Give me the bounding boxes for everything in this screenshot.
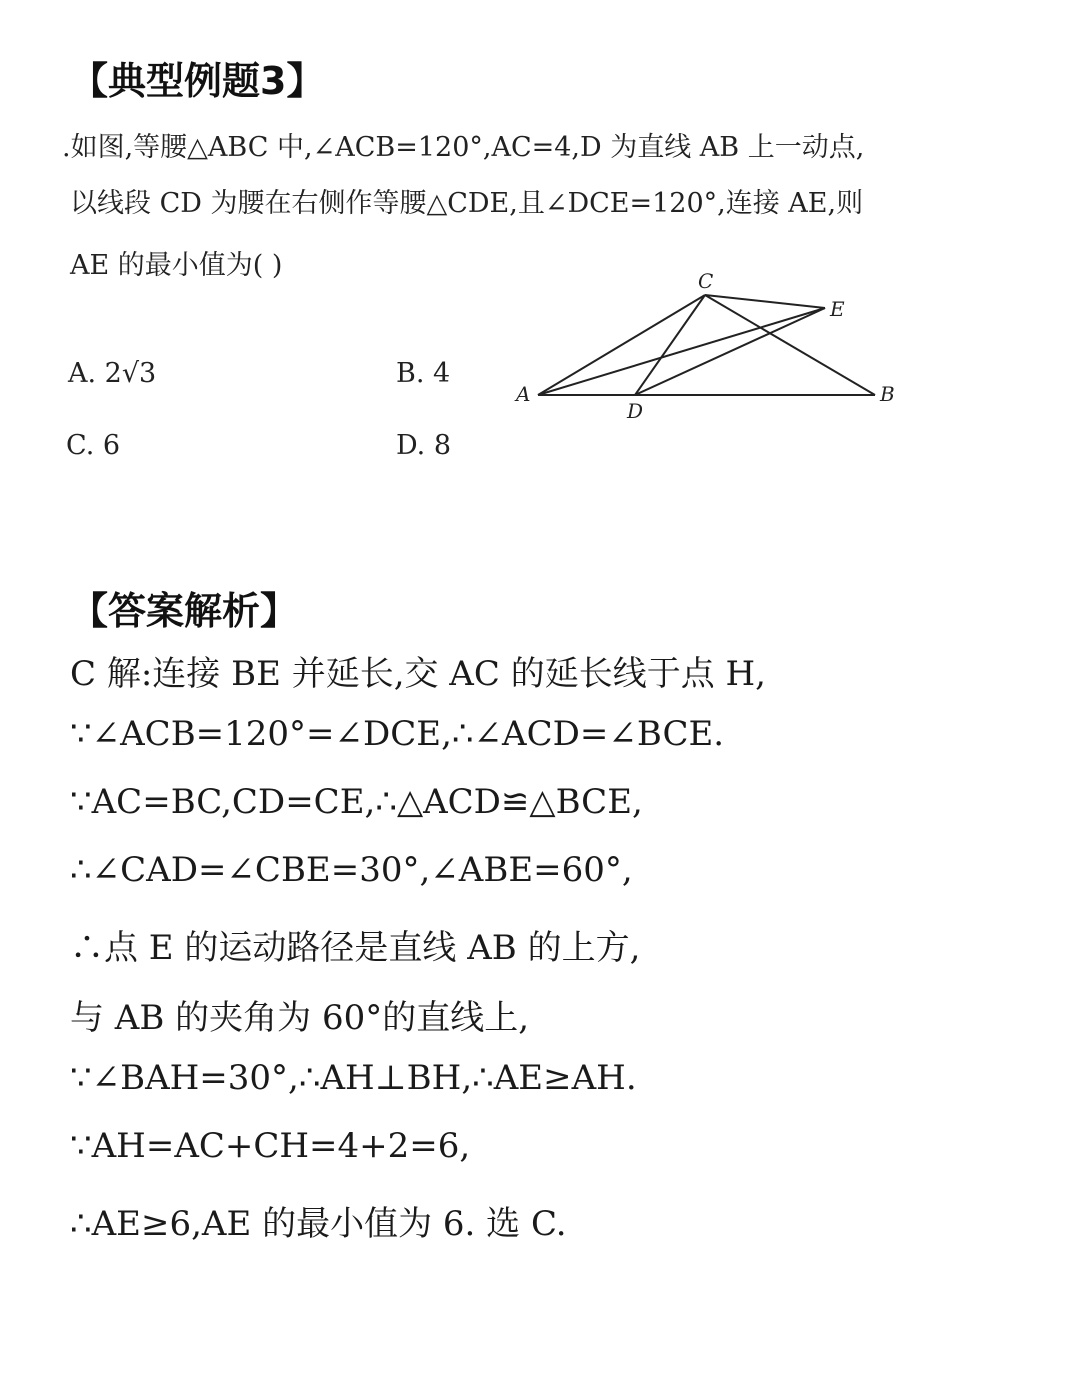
option-b: B. 4: [396, 358, 451, 389]
answer-line: ∵∠ACB=120°=∠DCE,∴∠ACD=∠BCE.: [70, 714, 725, 754]
geometry-figure: [510, 268, 910, 428]
segment-ac: [538, 295, 705, 395]
label-c: C: [698, 269, 714, 293]
answer-line: C 解:连接 BE 并延长,交 AC 的延长线于点 H,: [70, 654, 766, 694]
label-d: D: [627, 399, 644, 423]
question-line-1: .如图,等腰△ABC 中,∠ACB=120°,AC=4,D 为直线 AB 上一动点,: [62, 132, 865, 163]
example-heading: 【典型例题3】: [70, 59, 325, 103]
label-e: E: [830, 297, 845, 321]
option-c: C. 6: [66, 430, 121, 461]
answer-line: ∵AH=AC+CH=4+2=6,: [70, 1126, 471, 1166]
answer-line: ∵AC=BC,CD=CE,∴△ACD≌△BCE,: [70, 782, 643, 822]
segment-ae: [538, 308, 825, 395]
answer-line: ∴AE≥6,AE 的最小值为 6. 选 C.: [70, 1204, 567, 1244]
answer-line: ∵∠BAH=30°,∴AH⊥BH,∴AE≥AH.: [70, 1058, 637, 1098]
answer-line: ∴∠CAD=∠CBE=30°,∠ABE=60°,: [70, 850, 633, 890]
question-line-3: AE 的最小值为( ): [70, 250, 283, 281]
answer-line: 与 AB 的夹角为 60°的直线上,: [70, 998, 530, 1038]
answer-line: ∴点 E 的运动路径是直线 AB 的上方,: [70, 928, 641, 968]
segment-cb: [705, 295, 875, 395]
option-d: D. 8: [396, 430, 452, 461]
label-a: A: [516, 382, 531, 406]
label-b: B: [880, 382, 895, 406]
question-line-2: 以线段 CD 为腰在右侧作等腰△CDE,且∠DCE=120°,连接 AE,则: [70, 188, 864, 219]
answer-heading: 【答案解析】: [70, 589, 299, 633]
option-a: A. 2√3: [68, 358, 157, 389]
segment-de: [635, 308, 825, 395]
